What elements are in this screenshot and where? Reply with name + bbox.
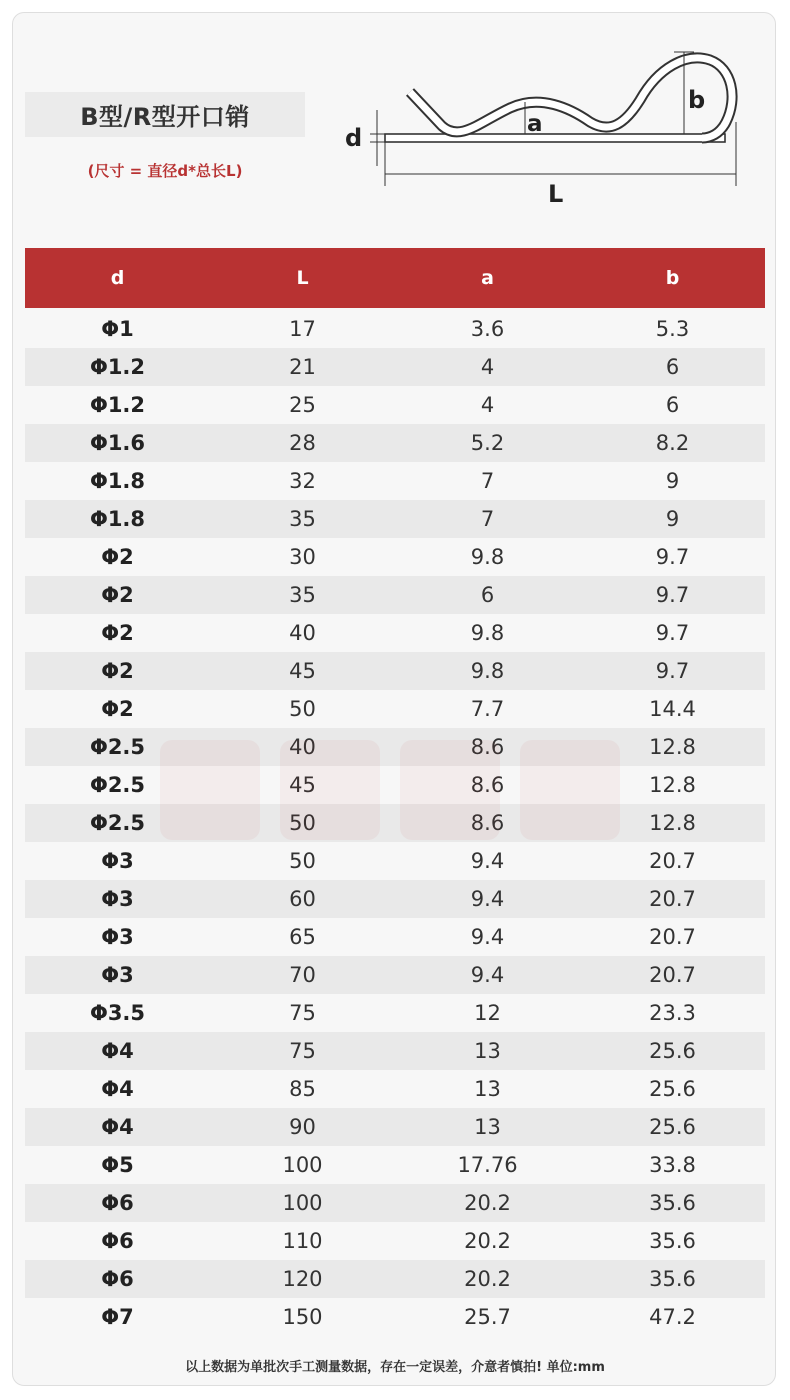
cell-b: 25.6 [649,1039,696,1063]
table-row [25,766,765,804]
cell-a: 4 [480,393,495,417]
cell-d: Φ2 [101,621,134,645]
cell-L: 45 [289,773,316,797]
table-row [25,1260,765,1298]
cell-b: 25.6 [649,1077,696,1101]
cell-a: 7 [480,469,495,493]
cell-d: Φ6 [101,1191,134,1215]
cell-a: 7.7 [470,697,505,721]
cell-d: Φ3 [101,887,134,911]
cell-a: 6 [480,583,495,607]
cell-d: Φ1.8 [89,507,146,531]
cell-b: 35.6 [649,1191,696,1215]
cell-b: 9 [665,507,680,531]
cell-L: 100 [282,1191,323,1215]
cell-d: Φ3.5 [89,1001,146,1025]
cell-a: 9.8 [470,545,505,569]
cell-L: 100 [282,1153,323,1177]
cell-d: Φ1 [101,317,134,341]
cell-d: Φ2.5 [89,811,146,835]
cell-a: 9.4 [470,963,505,987]
cell-b: 6 [665,393,680,417]
cell-b: 6 [665,355,680,379]
cell-L: 40 [289,621,316,645]
cell-d: Φ2.5 [89,773,146,797]
measurement-note: 以上数据为单批次手工测量数据，存在一定误差，介意者慎拍! 单位:mm [185,1360,605,1375]
cell-b: 47.2 [649,1305,696,1329]
table-row [25,1298,765,1336]
table-row [25,1184,765,1222]
cell-L: 40 [289,735,316,759]
r-pin-dimension-diagram [330,38,760,218]
table-row [25,804,765,842]
cell-a: 9.8 [470,659,505,683]
cell-L: 50 [289,849,316,873]
cell-b: 5.3 [655,317,690,341]
cell-L: 110 [282,1229,323,1253]
cell-a: 3.6 [470,317,505,341]
cell-b: 33.8 [649,1153,696,1177]
cell-d: Φ4 [101,1077,134,1101]
cell-d: Φ7 [101,1305,134,1329]
table-row [25,348,765,386]
cell-L: 75 [289,1039,316,1063]
cell-a: 9.8 [470,621,505,645]
header-b: b [665,267,680,289]
cell-d: Φ2 [101,545,134,569]
cell-a: 4 [480,355,495,379]
cell-b: 9.7 [655,583,690,607]
table-row [25,652,765,690]
header-d: d [110,267,125,289]
table-row [25,424,765,462]
cell-L: 30 [289,545,316,569]
cell-b: 12.8 [649,773,696,797]
cell-d: Φ6 [101,1229,134,1253]
label-a: a [527,111,543,137]
cell-b: 9.7 [655,545,690,569]
cell-d: Φ1.2 [89,355,146,379]
cell-d: Φ2.5 [89,735,146,759]
cell-a: 13 [474,1077,501,1101]
cell-d: Φ2 [101,583,134,607]
cell-d: Φ1.2 [89,393,146,417]
cell-b: 9.7 [655,659,690,683]
page-title: B型/R型开口销 [80,103,250,131]
cell-b: 20.7 [649,925,696,949]
cell-a: 9.4 [470,849,505,873]
cell-d: Φ4 [101,1115,134,1139]
table-row [25,576,765,614]
cell-L: 35 [289,507,316,531]
cell-d: Φ3 [101,963,134,987]
cell-a: 20.2 [464,1267,511,1291]
cell-d: Φ4 [101,1039,134,1063]
table-row [25,310,765,348]
cell-d: Φ5 [101,1153,134,1177]
cell-b: 12.8 [649,735,696,759]
cell-d: Φ6 [101,1267,134,1291]
table-row [25,462,765,500]
cell-b: 35.6 [649,1267,696,1291]
table-row [25,1032,765,1070]
cell-a: 25.7 [464,1305,511,1329]
cell-a: 8.6 [470,811,505,835]
cell-a: 7 [480,507,495,531]
table-row [25,538,765,576]
cell-L: 50 [289,697,316,721]
cell-b: 20.7 [649,887,696,911]
cell-a: 20.2 [464,1229,511,1253]
table-row [25,1108,765,1146]
cell-L: 90 [289,1115,316,1139]
header-a: a [481,267,494,289]
table-row [25,1146,765,1184]
label-L: L [548,180,564,208]
label-b: b [688,86,706,114]
table-row [25,994,765,1032]
table-row [25,728,765,766]
cell-b: 20.7 [649,849,696,873]
cell-L: 35 [289,583,316,607]
table-row [25,386,765,424]
table-row [25,842,765,880]
table-header [25,248,765,308]
cell-d: Φ2 [101,697,134,721]
size-note: (尺寸 = 直径d*总长L) [87,162,243,180]
cell-L: 85 [289,1077,316,1101]
cell-d: Φ3 [101,849,134,873]
cell-a: 13 [474,1039,501,1063]
cell-L: 50 [289,811,316,835]
table-row [25,880,765,918]
title-box [25,92,305,137]
cell-a: 20.2 [464,1191,511,1215]
cell-b: 12.8 [649,811,696,835]
cell-L: 65 [289,925,316,949]
cell-b: 9 [665,469,680,493]
cell-L: 25 [289,393,316,417]
cell-L: 17 [289,317,316,341]
cell-b: 14.4 [649,697,696,721]
cell-L: 60 [289,887,316,911]
table-row [25,690,765,728]
header-L: L [296,267,309,289]
label-d: d [345,124,363,152]
cell-b: 25.6 [649,1115,696,1139]
cell-b: 20.7 [649,963,696,987]
cell-b: 9.7 [655,621,690,645]
cell-L: 75 [289,1001,316,1025]
cell-b: 8.2 [655,431,690,455]
cell-a: 9.4 [470,887,505,911]
cell-d: Φ1.6 [89,431,146,455]
table-row [25,956,765,994]
cell-a: 13 [474,1115,501,1139]
cell-a: 5.2 [470,431,505,455]
cell-L: 28 [289,431,316,455]
cell-d: Φ2 [101,659,134,683]
cell-L: 70 [289,963,316,987]
cell-b: 23.3 [649,1001,696,1025]
table-row [25,500,765,538]
cell-a: 8.6 [470,773,505,797]
cell-L: 32 [289,469,316,493]
table-row [25,614,765,652]
cell-d: Φ1.8 [89,469,146,493]
cell-a: 9.4 [470,925,505,949]
cell-d: Φ3 [101,925,134,949]
cell-a: 8.6 [470,735,505,759]
table-row [25,1070,765,1108]
cell-L: 45 [289,659,316,683]
pin-straight-leg [385,134,725,142]
table-row [25,918,765,956]
cell-L: 21 [289,355,316,379]
spec-table [25,310,765,1336]
cell-a: 12 [474,1001,501,1025]
cell-L: 150 [282,1305,323,1329]
cell-a: 17.76 [457,1153,518,1177]
table-row [25,1222,765,1260]
cell-L: 120 [282,1267,323,1291]
cell-b: 35.6 [649,1229,696,1253]
